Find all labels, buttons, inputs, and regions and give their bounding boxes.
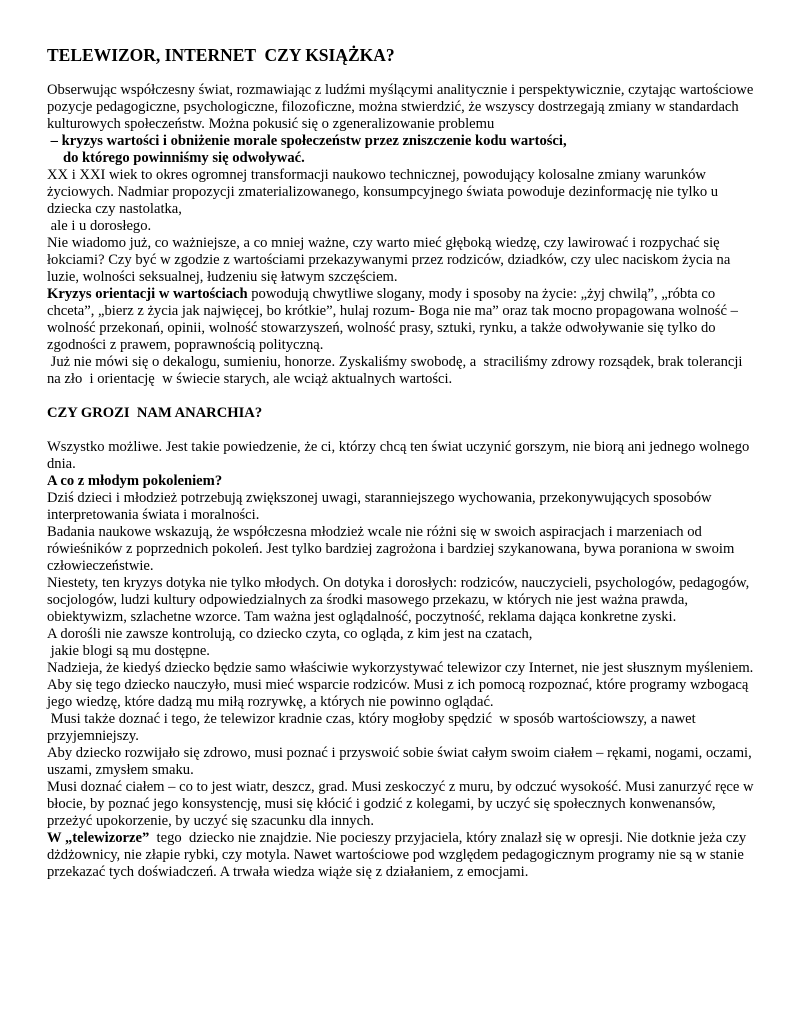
heading-anarchia: CZY GROZI NAM ANARCHIA?: [47, 405, 263, 421]
w-telewizorze-bold: W „telewizorze”: [47, 830, 150, 846]
paragraph-w-telewizorze: [47, 830, 759, 881]
paragraph-xx-century: XX i XXI wiek to okres ogromnej transformacji naukowo technicznej, powodujący kolosalne zmiany warunków życiowych. Nadmiar propozycji zmaterializowanego, konsumpcyjnego świata powoduje dezinformację nie tylko u dziecka czy nastolatka,: [47, 167, 719, 217]
paragraph-nie-wiadomo: Nie wiadomo już, co ważniejsze, a co mniej ważne, czy warto mieć głęboką wiedzę, czy lawirować i rozpychać się łokciami? Czy być w zgodzie z wartościami przekazywanymi przez rodziców, dziadków, czy ulec naciskom życia na luzie, wolności seksualnej, łudzeniu się łatwym szczęściem.: [47, 235, 731, 285]
intro-bold-line-1: – kryzys wartości i obniżenie morale społeczeństw przez zniszczenie kodu wartości,: [47, 133, 567, 149]
paragraph-nadzieja: Nadzieja, że kiedyś dziecko będzie samo właściwie wykorzystywać telewizor czy Internet, nie jest słusznym myśleniem. Aby się tego dziecko nauczyło, musi mieć wsparcie rodziców. Musi z ich pomocą rozpoznać, które programy wzbogacą jego wiedzę, które dadzą mu miłą rozrywkę, a których nie powinno oglądać.: [47, 660, 754, 710]
paragraph-dorosli-1: A dorośli nie zawsze kontrolują, co dziecko czyta, co ogląda, z kim jest na czatach,: [47, 626, 533, 642]
paragraph-badania: Badania naukowe wskazują, że współczesna młodzież wcale nie różni się w swoich aspiracjach i marzeniach od rówieśników z poprzednich pokoleń. Jest tylko bardziej zagrożona i bardziej szykanowana, bywa poraniona w swoim człowieczeństwie.: [47, 524, 735, 574]
intro-text: Obserwując współczesny świat, rozmawiając z ludźmi myślącymi analitycznie i perspektywicznie, czytając wartościowe pozycje pedagogiczne, psychologiczne, filozoficzne, można stwierdzić, że wszyscy dostrzegają zmiany w standardach kulturowych społeczeństw. Można pokusić się o zgeneralizowanie problemu: [47, 82, 754, 132]
paragraph-dorosli-2: jakie blogi są mu dostępne.: [47, 643, 210, 659]
document-page: [47, 45, 759, 881]
spacer: [47, 422, 759, 439]
spacer: [47, 388, 759, 405]
intro-bold-line-2: do którego powinniśmy się odwoływać.: [63, 150, 305, 166]
paragraph-musi: Musi także doznać i tego, że telewizor kradnie czas, który mogłoby spędzić w sposób wartościowszy, a nawet przyjemniejszy.: [47, 711, 700, 744]
paragraph-wszystko: Wszystko możliwe. Jest takie powiedzenie, że ci, którzy chcą ten świat uczynić gorszym, nie biorą ani jednego wolnego dnia.: [47, 439, 750, 472]
kryzys-rest: powodują chwytliwe slogany, mody i sposoby na życie: „żyj chwilą”, „róbta co chceta”, „bierz z życia jak najwięcej, bo krótkie”, hulaj rozum- Boga nie ma” oraz tak mocno propagowana wolność – wolność przekonań, opinii, wolność stowarzyszeń, wolność prasy, sztuki, rynku, a także odwoływanie się tylko do zgodności z prawem, poprawnością polityczną.: [47, 286, 738, 353]
paragraph-cialem: Musi doznać ciałem – co to jest wiatr, deszcz, grad. Musi zeskoczyć z muru, by odczuć wysokość. Musi zanurzyć ręce w błocie, by poznać jego konsystencję, musi się kłócić i godzić z kolegami, by uczyć się społecznych konwenansów, przeżyć upokorzenie, by uczyć się szacunku dla innych.: [47, 779, 754, 829]
intro-paragraph: [47, 82, 759, 133]
document-title: TELEWIZOR, INTERNET CZY KSIĄŻKA?: [47, 45, 395, 65]
paragraph-aby: Aby dziecko rozwijało się zdrowo, musi poznać i przyswoić sobie świat całym swoim ciałem – rękami, nogami, oczami, uszami, zmysłem smaku.: [47, 745, 752, 778]
w-telewizorze-rest: tego dziecko nie znajdzie. Nie pocieszy przyjaciela, który znalazł się w opresji. Nie dotknie jeża czy dżdżownicy, nie złapie rybki, czy motyla. Nawet wartościowe pod względem pedagogicznym programy nie są w stanie przekazać tych doświadczeń. A trwała wiedza wiąże się z działaniem, z emocjami.: [47, 830, 750, 880]
paragraph-kryzys: [47, 286, 759, 354]
paragraph-juz: Już nie mówi się o dekalogu, sumieniu, honorze. Zyskaliśmy swobodę, a straciliśmy zdrowy rozsądek, brak tolerancji na zło i orientację w świecie starych, ale wciąż aktualnych wartości.: [47, 354, 747, 387]
subheading-mlode-pokolenie: A co z młodym pokoleniem?: [47, 473, 223, 489]
kryzys-bold: Kryzys orientacji w wartościach: [47, 286, 248, 302]
paragraph-xx-century-cont: ale i u dorosłego.: [47, 218, 152, 234]
paragraph-dzis: Dziś dzieci i młodzież potrzebują zwiększonej uwagi, staranniejszego wychowania, przekonywujących sposobów interpretowania świata i moralności.: [47, 490, 712, 523]
paragraph-niestety: Niestety, ten kryzys dotyka nie tylko młodych. On dotyka i dorosłych: rodziców, nauczycieli, psychologów, pedagogów, socjologów, ludzi kultury odpowiedzialnych za środki masowego przekazu, w których nie jest ważna prawda, obiektywizm, szlachetne wzorce. Tam ważna jest oglądalność, poczytność, reklama dająca konkretne zyski.: [47, 575, 750, 625]
